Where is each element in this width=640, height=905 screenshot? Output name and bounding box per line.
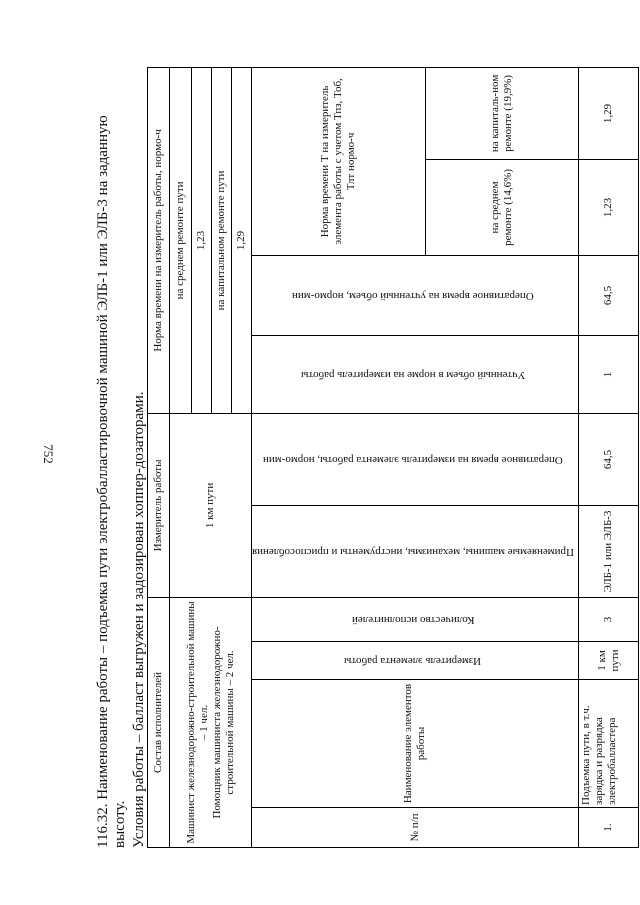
row1-volume: 1 <box>579 335 639 413</box>
medium-repair-value: 1,23 <box>192 67 212 413</box>
col-capital-pct-header: на капиталь-ном ремонте (19,9%) <box>426 67 579 159</box>
col-op-time-volume-header <box>252 255 579 335</box>
col-op-time-header <box>252 413 579 505</box>
medium-repair-label: на среднем ремонте пути <box>170 67 192 413</box>
col-volume-header <box>252 335 579 413</box>
row1-machine: ЭЛБ-1 или ЭЛБ-3 <box>579 505 639 597</box>
work-heading <box>95 48 129 848</box>
col-element-name-header: Наименование элементов работы <box>252 680 579 808</box>
work-conditions: Условия работы – балласт выгружен и задозирован хоппер-дозаторами. <box>131 391 147 848</box>
col-volume-text: Учтенный объем в норме на измеритель работы <box>300 368 526 381</box>
work-meter-value: 1 км пути <box>170 413 252 597</box>
col-element-meter-header <box>252 642 579 680</box>
work-meter-header: Измеритель работы <box>148 413 170 597</box>
col-op-time-text: Оперативное время на измеритель элемента работы, нормо-мин <box>263 453 563 466</box>
col-medium-pct-header: на среднем ремонте (14,6%) <box>426 159 579 255</box>
col-workers-text: Количество исполнителей <box>351 613 475 626</box>
col-machines-header <box>252 505 579 597</box>
row1-medium: 1,23 <box>579 159 639 255</box>
staff-composition-header: Состав исполнителей <box>148 597 170 847</box>
row1-op-time: 64,5 <box>579 413 639 505</box>
col-element-meter-text: Измеритель элемента работы <box>344 655 482 667</box>
row1-name: Подъемка пути, в т.ч. зарядка и разрядка электробалластера <box>579 680 639 808</box>
time-norm-header: Норма времени на измеритель работы, нормо-ч <box>148 67 170 413</box>
table-row <box>579 67 639 847</box>
heading-line-1: 116.32. Наименование работы – подъемка пути электробалластировочной машиной ЭЛБ-1 или ЭЛБ-3 на заданную <box>95 115 111 848</box>
capital-repair-label: на капитальном ремонте пути <box>212 67 232 413</box>
col-workers-header <box>252 597 579 641</box>
col-op-time-volume-text: Оперативное время на учтенный объем, нормо-мин <box>292 289 534 302</box>
page-number: 752 <box>41 444 56 464</box>
row1-num: 1. <box>579 808 639 848</box>
norm-table <box>147 67 639 848</box>
row1-meter: 1 км пути <box>579 642 639 680</box>
col-num-header: № п/п <box>252 808 579 848</box>
col-machines-text: Применяемые машины, механизмы, инструменты и приспособления <box>252 545 574 558</box>
rotated-page-content <box>95 48 621 848</box>
staff-list <box>170 597 252 847</box>
capital-repair-value: 1,29 <box>232 67 252 413</box>
col-norm-t-header: Норма времени Т на измеритель элемента работы с учетом Тпз, Тоб, Тлт нормо-ч <box>252 67 426 255</box>
staff-operator: Машинист железнодорожно-строительной машины – 1 чел. <box>184 601 210 844</box>
heading-line-2: высоту. <box>112 800 128 848</box>
row1-workers: 3 <box>579 597 639 641</box>
staff-assistant: Помощник машиниста железнодорожно-строительной машины – 2 чел. <box>210 626 236 819</box>
row1-capital: 1,29 <box>579 67 639 159</box>
row1-op-time-volume: 64,5 <box>579 255 639 335</box>
